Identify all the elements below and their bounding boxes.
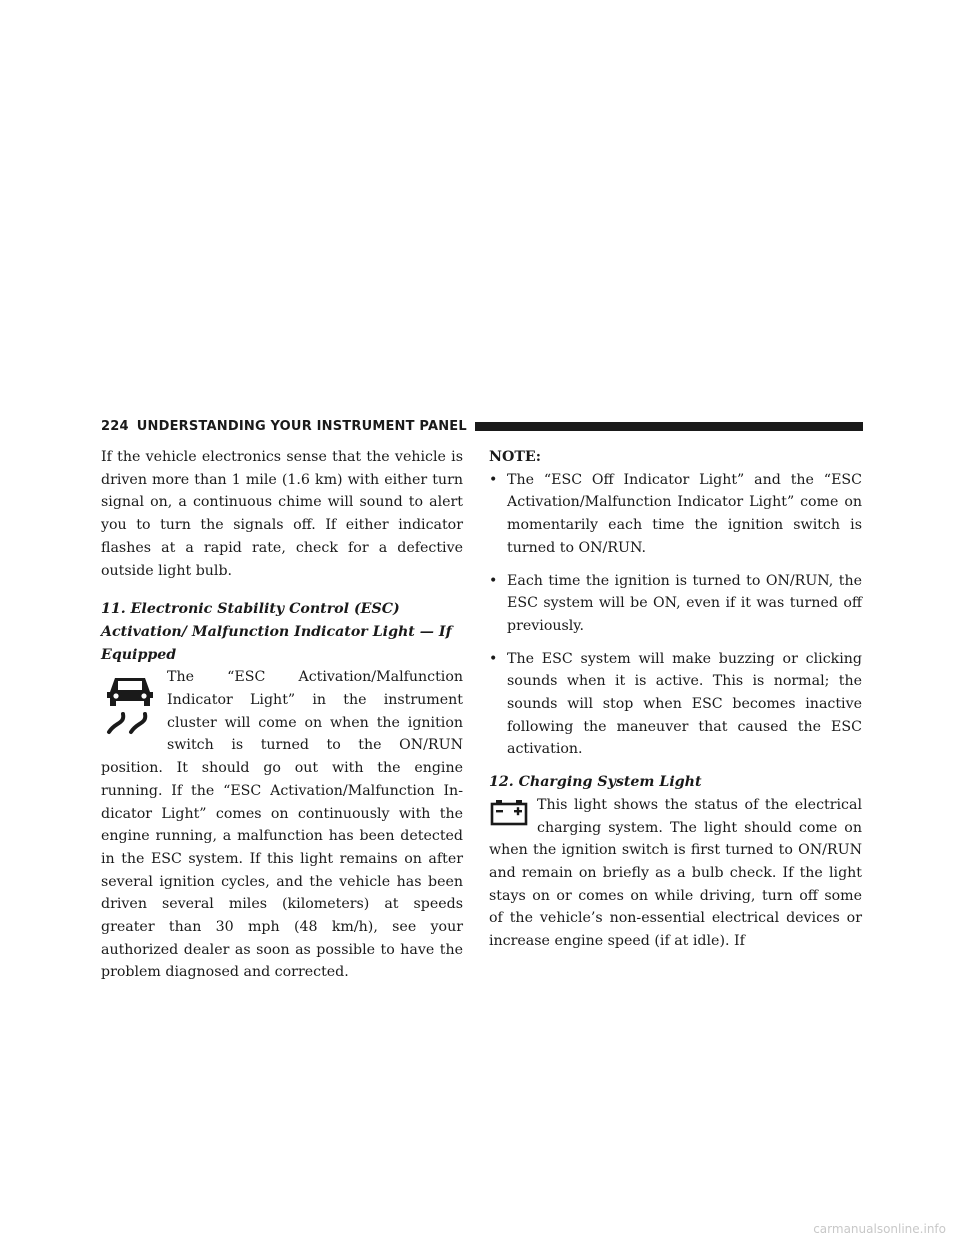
- note-bullets: [489, 469, 862, 761]
- list-item: [489, 570, 862, 638]
- section-12-heading: 12. Charging System Light: [489, 774, 702, 791]
- section-11-heading: 11. Electronic Stability Control (ESC) Activation/ Malfunction Indicator Light — If Equipped: [101, 601, 452, 663]
- section-12-body: This light shows the status of the electrical charging system. The light should come on when the ignition switch is first turned to ON/RUN and remain on briefly as a bulb check. If the light stays on or comes on while driving, turn off some of the vehicle’s non-essential electrical devices or increase engine speed (if at idle). If: [489, 796, 862, 950]
- section-title: UNDERSTANDING YOUR INSTRUMENT PANEL: [136, 418, 467, 434]
- right-column: [489, 446, 862, 953]
- page-header: [101, 415, 863, 437]
- bullet-glyph: •: [489, 650, 498, 667]
- bullet-glyph: •: [489, 572, 498, 589]
- esc-skidding-car-icon: [101, 672, 159, 736]
- note-label: NOTE:: [489, 449, 541, 465]
- section-11-body: The “ESC Activation/Malfunction Indicator Light” in the instrument cluster will come on when the ignition switch is turned to the ON/RUN position. It should go out with the engine running. If the “ESC Activation/Malfunction Indicator Light” comes on continuously with the engine running, a malfunction has been detected in the ESC system. If this light remains on after several ignition cycles, and the vehicle has been driven several miles (kilometers) at speeds greater than 30 mph (48 km/h), see your authorized dealer as soon as possible to have the problem diagnosed and corrected.: [101, 669, 463, 981]
- spacer: [101, 582, 463, 598]
- list-item: [489, 648, 862, 762]
- bullet-glyph: •: [489, 471, 498, 488]
- list-item: [489, 469, 862, 560]
- left-column: [101, 446, 463, 984]
- battery-icon: [489, 798, 529, 826]
- turn-signal-paragraph: If the vehicle electronics sense that the vehicle is driven more than 1 mile (1.6 km) with either turn signal on, a continuous chime will sound to alert you to turn the signals off. If either indicator flashes at a rapid rate, check for a defective outside light bulb.: [101, 449, 463, 579]
- bullet-text: The “ESC Off Indicator Light” and the “ESC Activation/Malfunction Indicator Light” come on momentarily each time the ignition switch is turned to ON/RUN.: [507, 471, 862, 556]
- bullet-text: The ESC system will make buzzing or clicking sounds when it is active. This is normal; the sounds will stop when ESC becomes inactive following the maneuver that caused the ESC activation.: [507, 650, 862, 758]
- page-number: 224: [101, 418, 129, 434]
- header-rule: [475, 422, 863, 431]
- bullet-text: Each time the ignition is turned to ON/RUN, the ESC system will be ON, even if it was turned off previously.: [507, 572, 862, 634]
- watermark: carmanualsonline.info: [813, 1222, 946, 1236]
